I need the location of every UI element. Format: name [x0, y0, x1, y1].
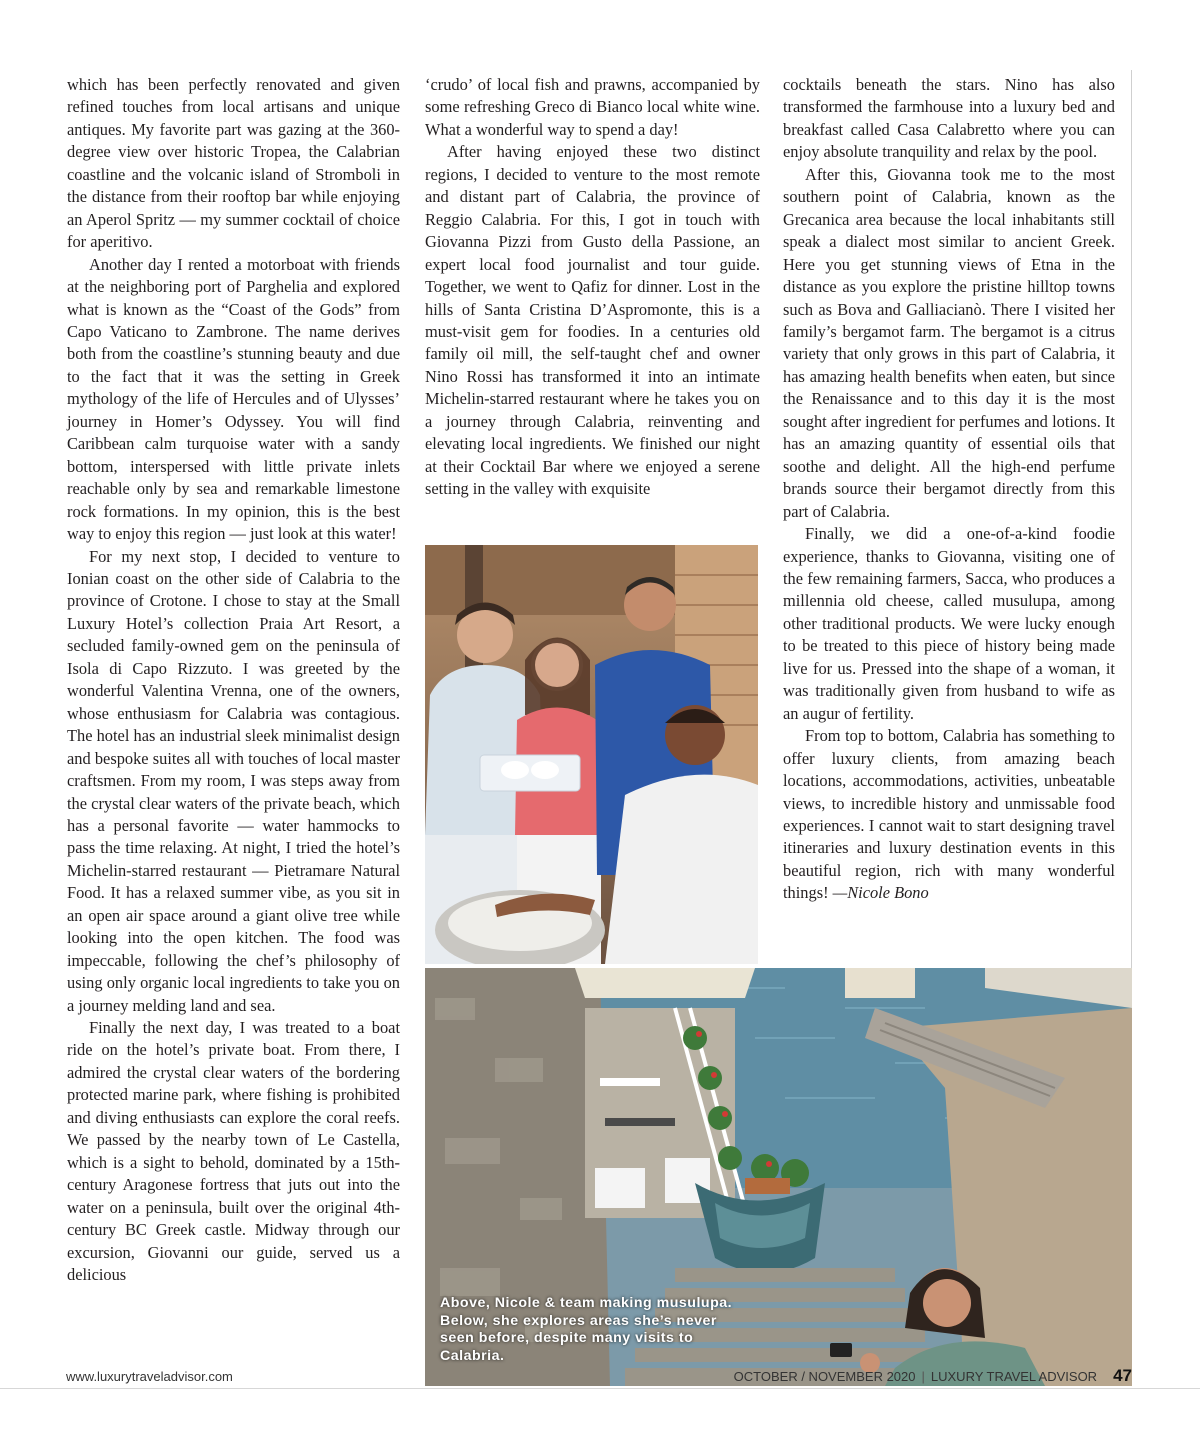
- footer-url: www.luxurytraveladvisor.com: [66, 1369, 233, 1384]
- paragraph: ‘crudo’ of local fish and prawns, accompanied by some refreshing Greco di Bianco local white wine. What a wonderful way to spend a day!: [425, 75, 760, 139]
- footer-publication-info: [734, 1366, 1132, 1386]
- final-text: From top to bottom, Calabria has something to offer luxury clients, from amazing beach locations, accommodations, activities, unbeatable views, to incredible history and unmissable food experiences. I cannot wait to start designing travel itineraries and luxury destination events in this beautiful region, rich with many wonderful things!: [783, 726, 1115, 903]
- author-signature: —Nicole Bono: [832, 883, 929, 903]
- photo-caption: Above, Nicole & team making musulupa. Below, she explores areas she’s never seen before, despite many visits to Calabria.: [440, 1295, 733, 1364]
- paragraph: After having enjoyed these two distinct regions, I decided to venture to the most remote and distant part of Calabria, the province of Reggio Calabria. For this, I got in touch with Giovanna Pizzi from Gusto della Passione, an expert local food journalist and tour guide. Together, we went to Qafiz for dinner. Lost in the hills of Santa Cristina D’Aspromonte, this is a must-visit gem for foodies. In a centuries old family oil mill, the self-taught chef and owner Nino Rossi has transformed it into an intimate Michelin-starred restaurant where he takes you on a journey through Calabria, reinventing and elevating local ingredients. We finished our night at their Cocktail Bar where we enjoyed a serene setting in the valley with exquisite: [425, 142, 760, 499]
- paragraph: After this, Giovanna took me to the most southern point of Calabria, known as the Grecanica area because the local inhabitants still speak a dialect most similar to ancient Greek. Here you get stunning views of Etna in the distance as you explore the pristine hilltop towns such as Bova and Galliacianò. There I visited her family’s bergamot farm. The bergamot is a citrus variety that only grows in this part of Calabria, it has amazing health benefits when eaten, but since the Renaissance and to this day it is the most sought after ingredient for perfumes and lotions. It has an amazing quantity of essential oils that soothe and delight. All the high-end perfume brands source their bergamot directly from this part of Calabria.: [783, 164, 1115, 521]
- page-number: 47: [1113, 1366, 1132, 1385]
- paragraph: Finally, we did a one-of-a-kind foodie experience, thanks to Giovanna, visiting one of the few remaining farmers, Sacca, who produces a millennia old cheese, called musulupa, among other traditional products. We were lucky enough to be treated to this piece of history being made live for us. Pressed into the shape of a woman, it was traditionally given from husband to wife as an augur of fertility.: [783, 524, 1115, 723]
- paragraph: Finally the next day, I was treated to a boat ride on the hotel’s private boat. From there, I admired the crystal clear waters of the bordering protected marine park, where fishing is prohibited and diving enthusiasts can explore the coral reefs. We passed by the nearby town of Le Castella, which is a sight to behold, dominated by a 15th-century Aragonese fortress that juts out into the water on a peninsula, built over the original 4th-century BC Greek castle. Midway through our excursion, Giovanni our guide, served us a delicious: [67, 1018, 400, 1285]
- article-column-2: [425, 74, 760, 501]
- team-cheese-photo: [425, 545, 758, 964]
- paragraph: For my next stop, I decided to venture to Ionian coast on the other side of Calabria to the province of Crotone. I chose to stay at the Small Luxury Hotel’s collection Praia Art Resort, a secluded family-owned gem on the peninsula of Isola di Capo Rizzuto. I was greeted by the wonderful Valentina Vrenna, one of the owners, whose enthusiasm for Calabria was contagious. The hotel has an industrial sleek minimalist design and bespoke suites all with touches of local master craftsmen. From my room, I was steps away from the crystal clear waters of the private beach, which has a personal favorite — water hammocks to pass the time relaxing. At night, I tried the hotel’s Michelin-starred restaurant — Pietramare Natural Food. It has a relaxed summer vibe, as you sit in an open air space around a giant olive tree while looking into the open kitchen. The food was impeccable, following the chef’s philosophy of using only organic local ingredients to take you on a journey melding land and sea.: [67, 546, 400, 1015]
- paragraph: Another day I rented a motorboat with friends at the neighboring port of Parghelia and explored what is known as the “Coast of the Gods” from Capo Vaticano to Zambrone. The name derives both from the coastline’s stunning beauty and due to the fact that it was the setting in Greek mythology of the life of Hercules and of Ulysses’ journey in Homer’s Odyssey. You will find Caribbean calm turquoise water with a sandy bottom, interspersed with little private inlets reachable only by sea and remarkable limestone rock formations. In my opinion, this is the best way to enjoy this region — just look at this water!: [67, 254, 400, 544]
- article-column-3: [783, 74, 1115, 905]
- issue-date: OCTOBER / NOVEMBER 2020: [733, 1369, 916, 1384]
- footer-rule: [0, 1388, 1200, 1389]
- paragraph: which has been perfectly renovated and given refined touches from local artisans and unique antiques. My favorite part was gazing at the 360-degree view over historic Tropea, the Calabrian coastline and the volcanic island of Stromboli in the distance from their rooftop bar while enjoying an Aperol Spritz — my summer cocktail of choice for aperitivo.: [67, 75, 400, 252]
- right-column-rule: [1131, 70, 1132, 1052]
- publication-name: LUXURY TRAVEL ADVISOR: [930, 1369, 1098, 1384]
- article-column-1: [67, 74, 400, 1286]
- footer-separator: |: [921, 1369, 925, 1384]
- paragraph-final: [783, 725, 1115, 905]
- paragraph: cocktails beneath the stars. Nino has also transformed the farmhouse into a luxury bed and breakfast called Casa Calabretto where you can enjoy absolute tranquility and relax by the pool.: [783, 75, 1115, 162]
